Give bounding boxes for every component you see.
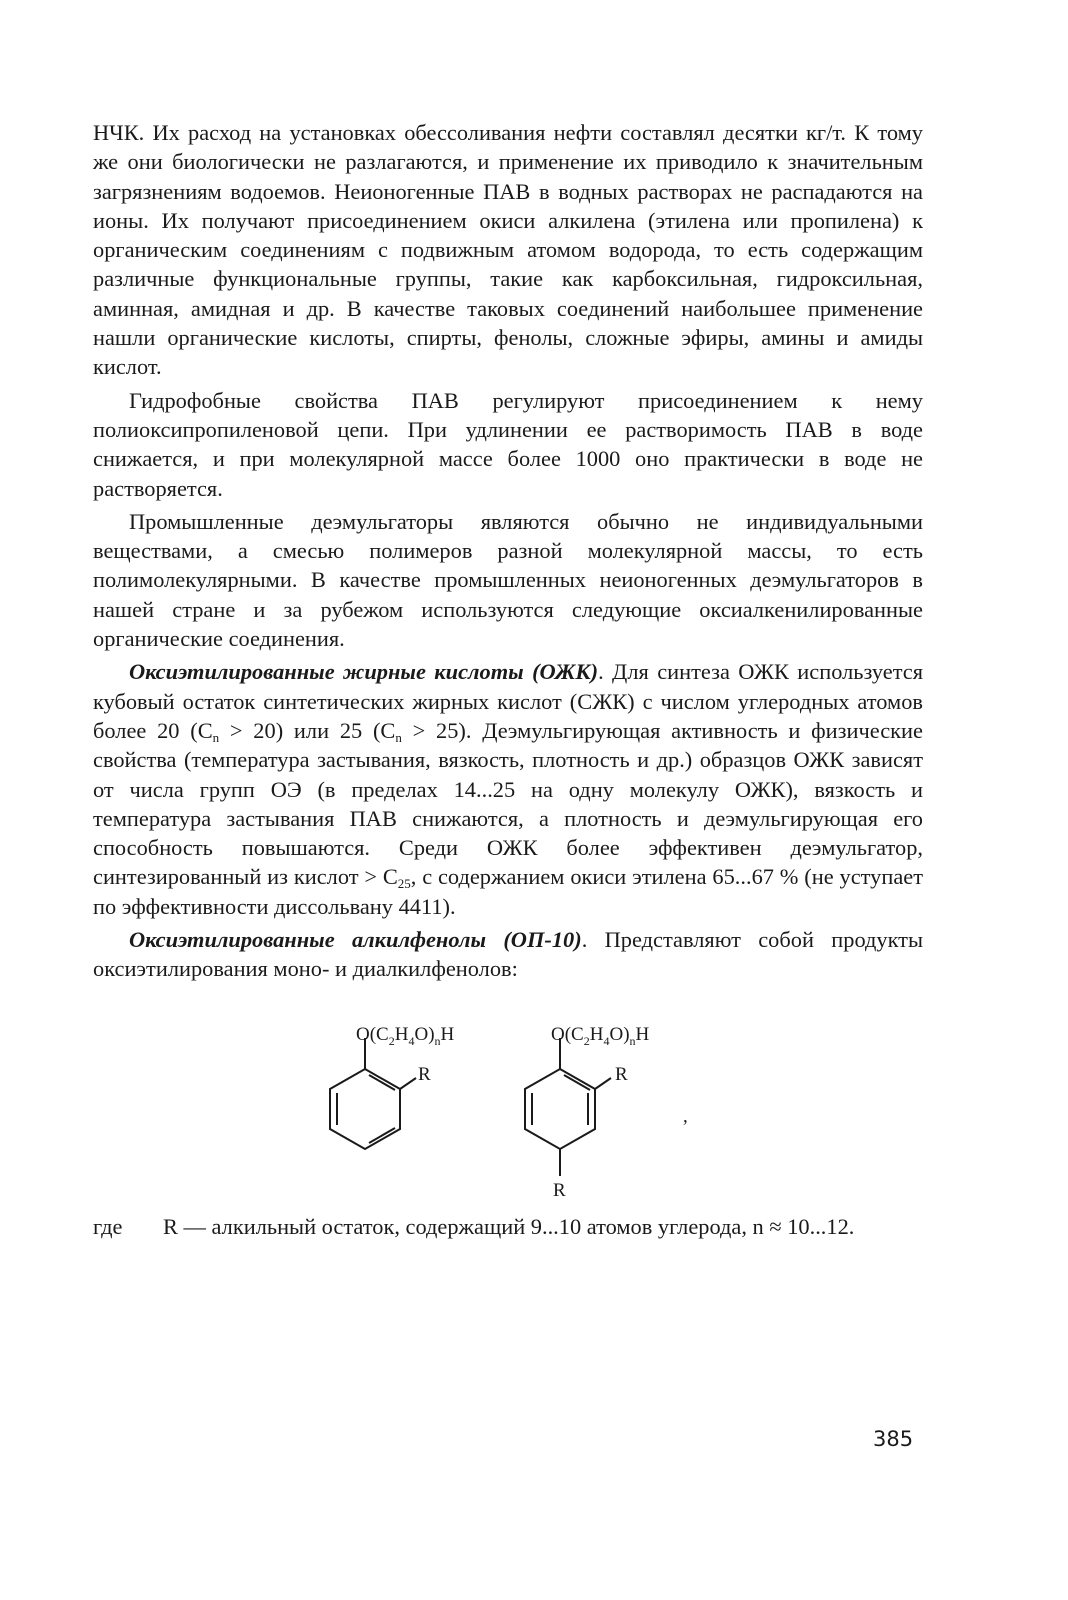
subscript: n: [395, 729, 402, 745]
page-number: 385: [873, 1427, 914, 1451]
paragraph-ozhk: [93, 657, 923, 921]
r-bond: [400, 1078, 416, 1089]
double-bond: [369, 1075, 395, 1090]
where-text: R — алкильный остаток, содержащий 9...10 атомов углерода, n ≈ 10...12.: [163, 1213, 855, 1239]
text-segment: > 25). Деэмульгирующая активность и физические свойства (температура застывания, вязкость, плотность и др.) образцов ОЖК зависят от числа групп ОЭ (в пределах 14...25 на одну молекулу ОЖК), вязкость и температура застывания ПАВ снижаются, а плотность и деэмульгирующая его способность повышаются. Среди ОЖК более эффективен деэмульгатор, синтезированный из кислот > C: [93, 717, 923, 890]
formula-comma: ,: [683, 1105, 688, 1127]
r-label: R: [615, 1063, 628, 1085]
double-bond: [369, 1128, 395, 1143]
text-segment: , с содержанием окиси этилена 65...67 % (не уступает по эффективности диссольвану 4411).: [93, 864, 923, 919]
r-label: R: [418, 1063, 431, 1085]
heading-op10: Оксиэтилированные алкилфенолы (ОП-10): [129, 927, 582, 953]
r-label: R: [553, 1179, 566, 1201]
text-segment: . Представляют собой продукты оксиэтилирования моно- и диалкилфенолов:: [93, 927, 924, 982]
structure-dialkyl: [525, 1038, 611, 1176]
page-body: [93, 118, 923, 1241]
oxy-chain-label-1: $O(C_2H_4O)_nH$: [356, 1023, 455, 1048]
text-segment: > 20) или 25 (C: [219, 717, 396, 743]
r-bond: [595, 1078, 611, 1089]
oxy-chain-label-2: $O(C_2H_4O)_nH$: [551, 1023, 650, 1048]
structure-monoalkyl: [330, 1038, 416, 1149]
heading-ozhk: Оксиэтилированные жирные кислоты (ОЖК): [129, 659, 599, 685]
text-segment: . Для синтеза ОЖК используется кубовый остаток синтетических жирных кислот (СЖК) с числом углеродных атомов более 20 (C: [93, 659, 923, 743]
benzene-ring-2: [525, 1069, 595, 1149]
where-label: где: [93, 1213, 123, 1239]
subscript: 25: [397, 876, 411, 892]
chemical-formulas: [93, 998, 923, 1204]
paragraph-1: НЧК. Их расход на установках обессоливания нефти составлял десятки кг/т. К тому же они биологически не разлагаются, и применение их приводило к значительным загрязнениям водоемов. Неионогенные ПАВ в водных растворах не распадаются на ионы. Их получают присоединением окиси алкилена (этилена или пропилена) к органическим соединениям с подвижным атомом водорода, то есть содержащим различные функциональные группы, такие как карбоксильная, гидроксильная, аминная, амидная и др. В качестве таковых соединений наибольшее применение нашли органические кислоты, спирты, фенолы, сложные эфиры, амины и амиды кислот.: [93, 120, 923, 380]
where-note: [93, 1212, 923, 1241]
paragraph-op10: [93, 925, 923, 984]
paragraph-2: Гидрофобные свойства ПАВ регулируют присоединением к нему полиоксипропиленовой цепи. При удлинении ее растворимость ПАВ в воде снижается, и при молекулярной массе более 1000 оно практически в воде не растворяется.: [93, 387, 923, 501]
benzene-ring-1: [330, 1069, 400, 1149]
paragraph-3: Промышленные деэмульгаторы являются обычно не индивидуальными веществами, а смесью полимеров разной молекулярной массы, то есть полимолекулярными. В качестве промышленных неионогенных деэмульгаторов в нашей стране и за рубежом используются следующие оксиалкенилированные органические соединения.: [93, 508, 923, 652]
subscript: n: [212, 729, 220, 745]
formulas-svg: [93, 998, 923, 1204]
double-bond: [564, 1075, 590, 1090]
